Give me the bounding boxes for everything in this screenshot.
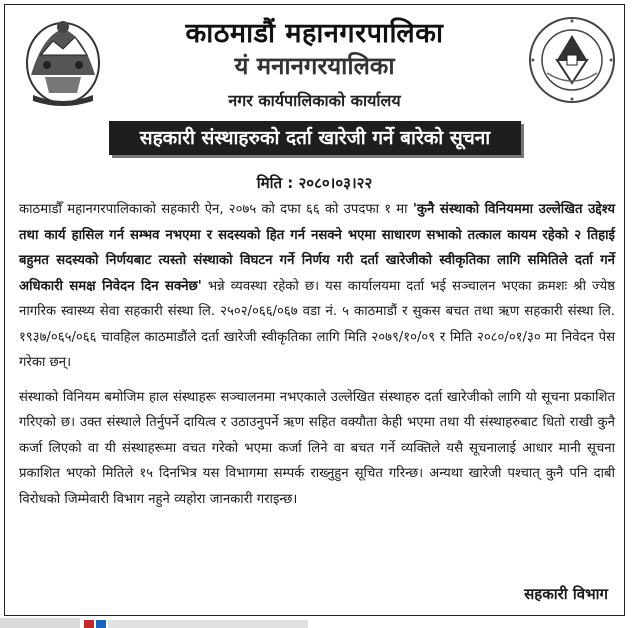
- paragraph-1-intro: काठमाडौँ महानगरपालिकाको सहकारी ऐन, २०७५ को दफा ६६ को उपदफा १ मा: [19, 202, 413, 217]
- notice-body: [19, 197, 615, 521]
- notice-page: [4, 4, 625, 616]
- paragraph-1-quote: 'कुनै संस्थाको विनियममा उल्लेखित उद्देश्य तथा कार्य हासिल गर्न सम्भव नभएमा र सदस्यको हित गर्न नसक्ने भएमा साधारण सभाको तत्काल कायम रहेको २ तिहाई बहुमत सदस्यको निर्णयबाट त्यस्तो संस्थाको विघटन गर्ने निर्णय गरी दर्ता खारेजीको स्वीकृतिका लागि समितिले दर्ता गर्ने अधिकारी समक्ष निवेदन दिन सक्नेछ': [19, 202, 615, 294]
- office-name: नगर कार्यपालिकाको कार्यालय: [228, 91, 401, 110]
- paragraph-2: संस्थाको विनियम बमोजिम हाल संस्थाहरू सञ्चालनमा नभएकाले उल्लेखित संस्थाहरु दर्ता खारेजीको लागि यो सूचना प्रकाशित गरिएको छ। उक्त संस्थाले तिर्नुपर्ने दायित्व र उठाउनुपर्ने ऋण सहित वक्यौता केही भएमा तथा यी संस्थाहरुबाट धितो राखी कुनै कर्जा लिएको वा यी संस्थाहरूमा वचत गरेको भएमा कर्जा लिने वा बचत गर्ने व्यक्तिले यसै सूचनालाई आधार मानी सूचना प्रकाशित भएको मितिले १५ दिनभित्र यस विभागमा सम्पर्क राख्नुहुन सूचित गरिन्छ। अन्यथा खारेजी पश्चात् कुनै पनि दाबी विरोधको जिम्मेवारी विभाग नहुने व्यहोरा जानकारी गराइन्छ।: [19, 389, 615, 507]
- header: [5, 5, 624, 117]
- notice-title-banner: सहकारी संस्थाहरुको दर्ता खारेजी गर्ने बारेको सूचना: [109, 121, 521, 155]
- kathmandu-metropolitan-seal-icon: [527, 15, 617, 105]
- signature-department: सहकारी विभाग: [524, 585, 608, 603]
- notice-date: मिति : २०८०।०३।२२: [256, 174, 373, 192]
- paragraph-1: [19, 197, 615, 376]
- paragraph-1-rest: भन्ने व्यवस्था रहेको छ। यस कार्यालयमा दर्ता भई सञ्चालन भएका क्रमशः श्री ज्येष्ठ नागरिक स्वास्थ्य सेवा सहकारी संस्था लि. २५०२/०६६/०६७ वडा नं. ५ काठमाडौं र सुकस बचत तथा ऋण सहकारी संस्था लि. १९३७/०६५/०६६ चावहिल काठमाडौंले दर्ता खारेजी स्वीकृतिका लागि मिति २०७९/१०/०९ र मिति २०८०/०१/३० मा निवेदन पेस गरेका छन्।: [19, 278, 615, 370]
- organization-title: काठमाडौं महानगरपालिका: [185, 18, 444, 49]
- bottom-edge-decoration: [0, 618, 635, 628]
- organization-title-script: यं मनानगरयालिका: [234, 51, 395, 80]
